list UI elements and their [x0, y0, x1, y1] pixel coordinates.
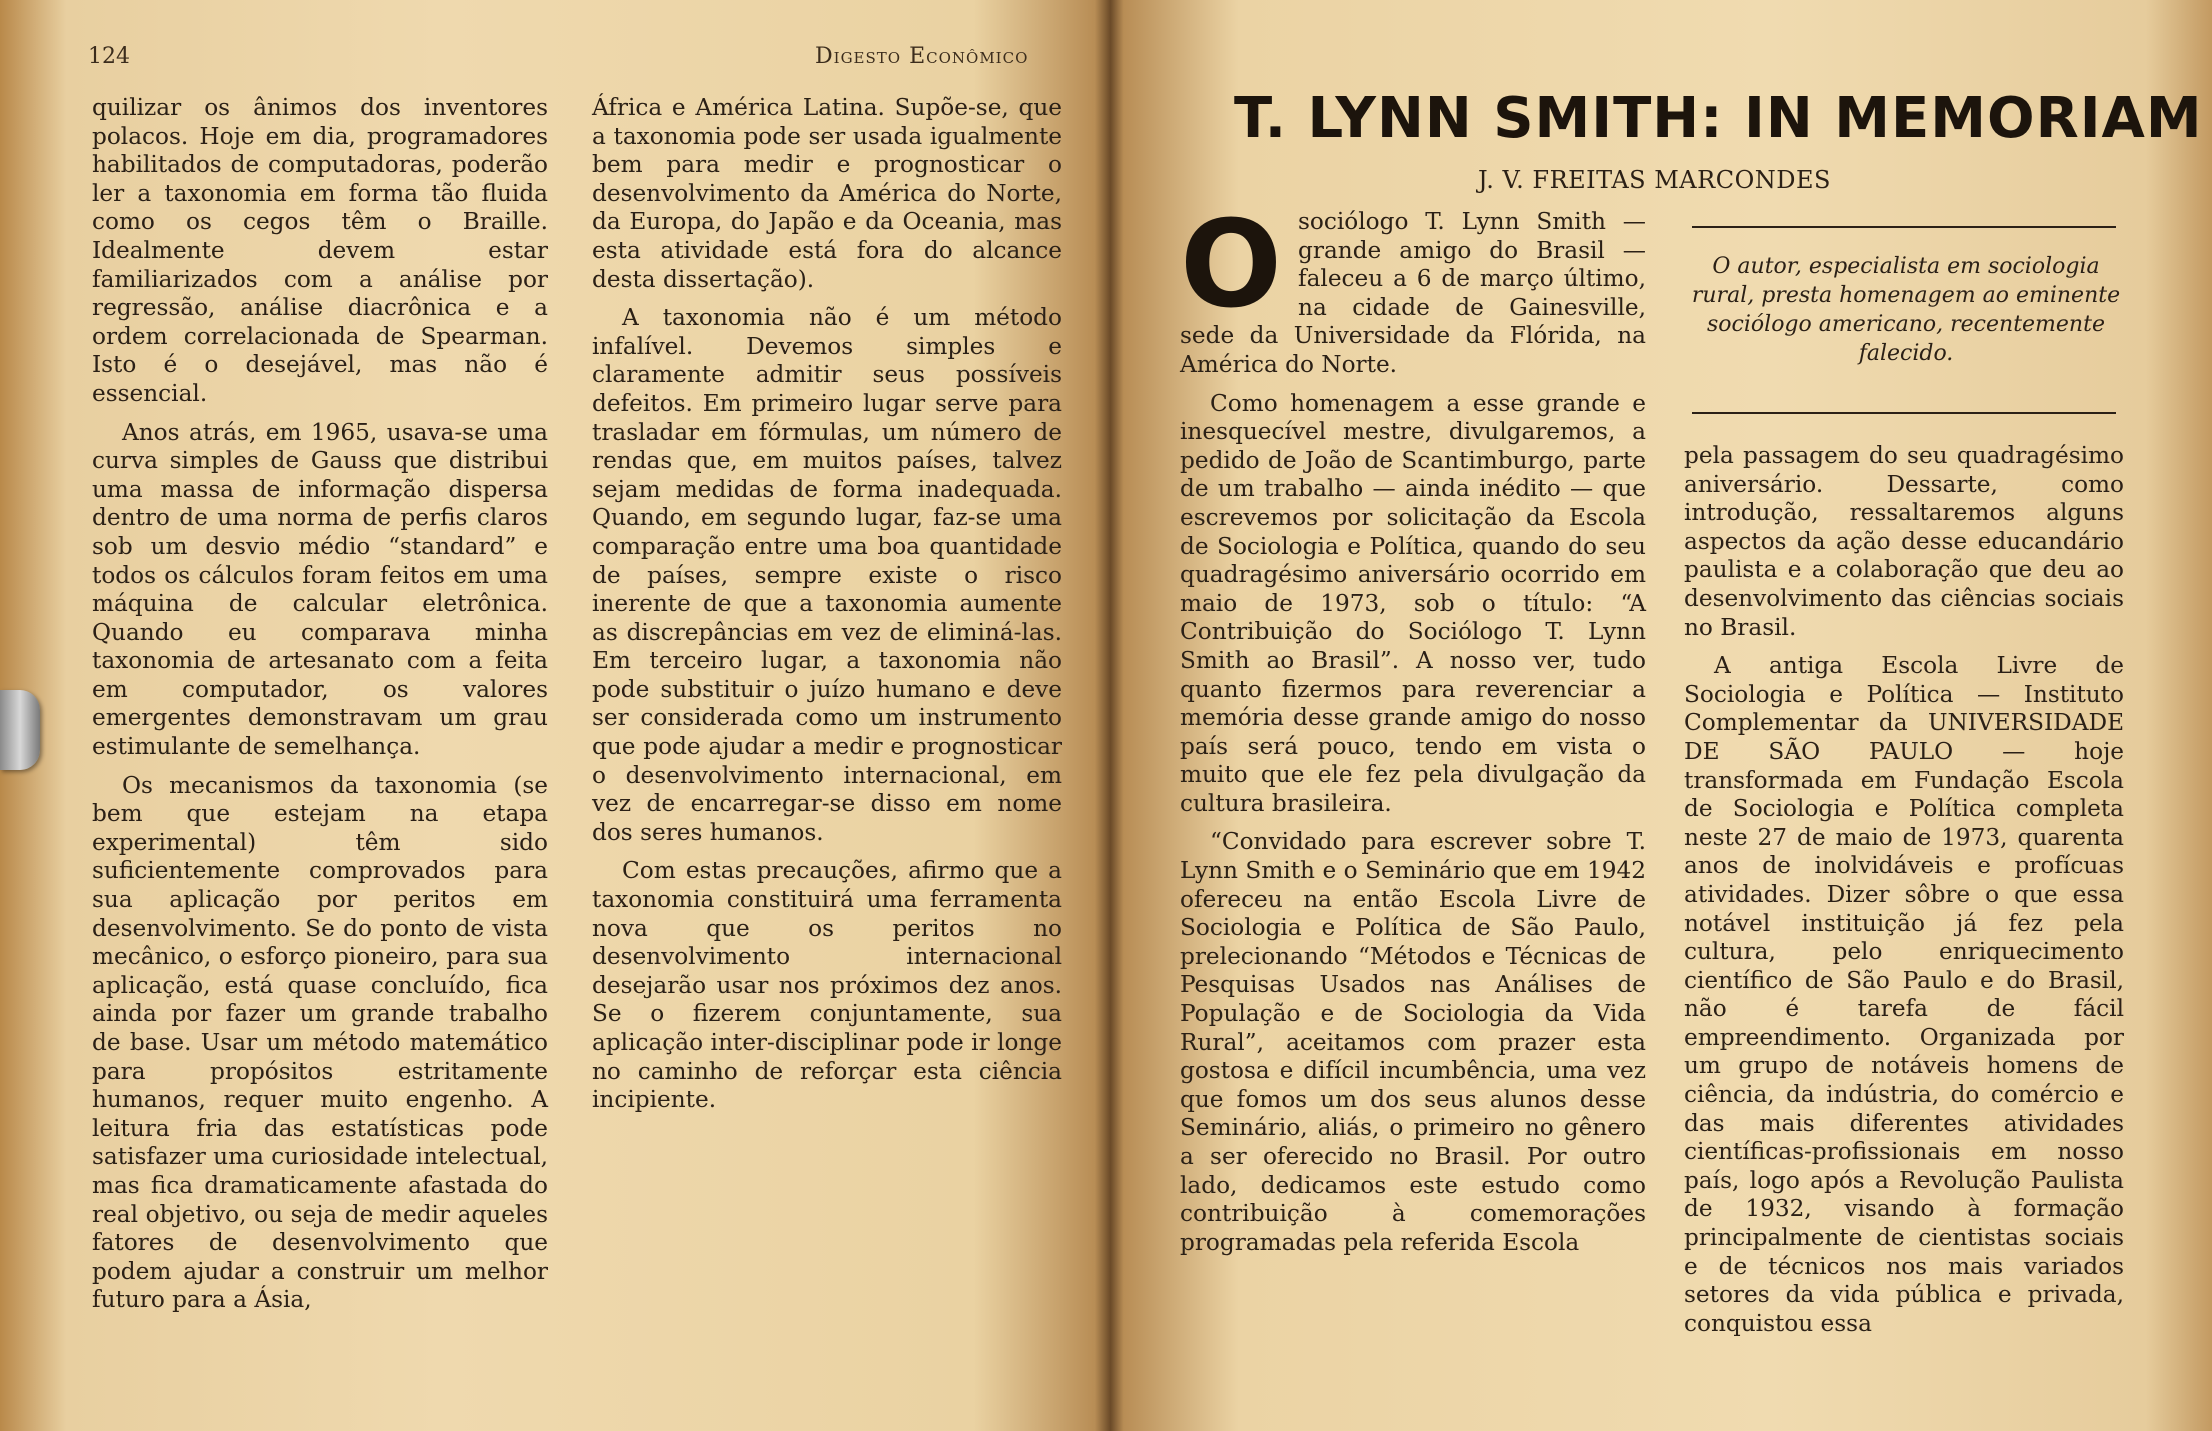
paragraph: Anos atrás, em 1965, usava-se uma curva simples de Gauss que distribui uma massa de informação dispersa dentro de uma norma de perfis claros sob um desvio médio “standard” e todos os cálculos foram feitos em uma máquina de calcular eletrônica. Quando eu comparava minha taxonomia de artesanato com a feita em computador, os valores emergentes demonstravam um grau estimulante de semelhança.	[92, 418, 548, 761]
right-column-1	[1180, 196, 1646, 1267]
left-page	[0, 0, 1100, 1431]
article-author: J. V. FREITAS MARCONDES	[1478, 166, 1831, 194]
paragraph: Com estas precauções, afirmo que a taxonomia constituirá uma ferramenta nova que os peritos no desenvolvimento internacional desejarão usar nos próximos dez anos. Se o fizerem conjuntamente, sua aplicação inter-disciplinar pode ir longe no caminho de reforçar esta ciência incipiente.	[592, 857, 1062, 1114]
paragraph: Os mecanismos da taxonomia (se bem que estejam na etapa experimental) têm sido suficientemente comprovados para sua aplicação por peritos em desenvolvimento. Se do ponto de vista mecânico, o esforço pioneiro, para sua aplicação, está quase concluído, fica ainda por fazer um grande trabalho de base. Usar um método matemático para propósitos estritamente humanos, requer muito engenho. A leitura fria das estatísticas pode satisfazer uma curiosidade intelectual, mas fica dramaticamente afastada do real objetivo, ou seja de medir aqueles fatores de desenvolvimento que podem ajudar a construir um melhor futuro para a Ásia,	[92, 771, 548, 1314]
paragraph: Como homenagem a esse grande e inesquecível mestre, divulgaremos, a pedido de João de Scantimburgo, parte de um trabalho — ainda inédito — que escrevemos por solicitação da Escola de Sociologia e Política, quando do seu quadragésimo aniversário ocorrido em maio de 1973, sob o título: “A Contribuição do Sociólogo T. Lynn Smith ao Brasil”. A nosso ver, tudo quanto fizermos para reverenciar a memória desse grande amigo do nosso país será pouco, tendo em vista o muito que ele fez pela divulgação da cultura brasileira.	[1180, 389, 1646, 817]
paragraph: pela passagem do seu quadragésimo aniversário. Dessarte, como introdução, ressaltaremos alguns aspectos da ação desse educandário paulista e a colaboração que deu ao desenvolvimento das ciências sociais no Brasil.	[1684, 442, 2124, 641]
paragraph: África e América Latina. Supõe-se, que a taxonomia pode ser usada igualmente bem para medir e prognosticar o desenvolvimento da América do Norte, da Europa, do Japão e da Oceania, mas esta atividade está fora do alcance desta dissertação).	[592, 94, 1062, 293]
right-column-2	[1684, 442, 2124, 1348]
page-number: 124	[88, 44, 130, 69]
article-abstract: O autor, especialista em sociologia rural, presta homenagem ao eminente sociólogo americano, recentemente falecido.	[1691, 254, 2121, 366]
right-page	[1112, 0, 2212, 1431]
left-column-2	[592, 94, 1062, 1125]
abstract-rule-top	[1692, 226, 2116, 228]
paragraph: “Convidado para escrever sobre T. Lynn Smith e o Seminário que em 1942 ofereceu na então Escola Livre de Sociologia e Política de São Paulo, prelecionando “Métodos e Técnicas de Pesquisas Usados nas Análises de População e de Sociologia da Vida Rural”, aceitamos com prazer esta gostosa e difícil incumbência, uma vez que fomos um dos seus alunos desse Seminário, aliás, o primeiro no gênero a ser oferecido no Brasil. Por outro lado, dedicamos este estudo como contribuição à comemorações programadas pela referida Escola	[1180, 828, 1646, 1256]
paragraph: A antiga Escola Livre de Sociologia e Política — Instituto Complementar da UNIVERSIDADE DE SÃO PAULO — hoje transformada em Fundação Escola de Sociologia e Política completa neste 27 de maio de 1973, quarenta anos de inolvidáveis e profícuas atividades. Dizer sôbre o que essa notável instituição já fez pela cultura, pelo enriquecimento científico de São Paulo e do Brasil, não é tarefa de fácil empreendimento. Organizada por um grupo de notáveis homens de ciência, da indústria, do comércio e das mais diferentes atividades científicas-profissionais em nosso país, logo após a Revolução Paulista de 1932, visando à formação principalmente de cientistas sociais e de técnicos nos mais variados setores da vida pública e privada, conquistou essa	[1684, 652, 2124, 1337]
left-column-1	[92, 94, 548, 1325]
paragraph: quilizar os ânimos dos inventores polacos. Hoje em dia, programadores habilitados de computadoras, poderão ler a taxonomia em forma tão fluida como os cegos têm o Braille. Idealmente devem estar familiarizados com a análise por regressão, análise diacrônica e a ordem correlacionada de Spearman. Isto é o desejável, mas não é essencial.	[92, 94, 548, 407]
paragraph: A taxonomia não é um método infalível. Devemos simples e claramente admitir seus possíveis defeitos. Em primeiro lugar serve para trasladar em fórmulas, um número de rendas que, em muitos países, talvez sejam medidas de forma inadequada. Quando, em segundo lugar, faz-se uma comparação entre uma boa quantidade de países, sempre existe o risco inerente de que a taxonomia aumente as discrepâncias em vez de eliminá-las. Em terceiro lugar, a taxonomia não pode substituir o juízo humano e deve ser considerada como um instrumento que pode ajudar a medir e prognosticar o desenvolvimento internacional, em vez de encarregar-se disso em nome dos seres humanos.	[592, 304, 1062, 846]
running-head: Digesto Econômico	[815, 44, 1029, 69]
drop-cap: O	[1180, 196, 1283, 335]
abstract-rule-bottom	[1692, 412, 2116, 414]
article-title: T. LYNN SMITH: IN MEMORIAM	[1234, 86, 2203, 151]
paragraph: Osociólogo T. Lynn Smith — grande amigo do Brasil — faleceu a 6 de março último, na cidade de Gainesville, sede da Universidade da Flórida, na América do Norte.	[1180, 196, 1646, 378]
